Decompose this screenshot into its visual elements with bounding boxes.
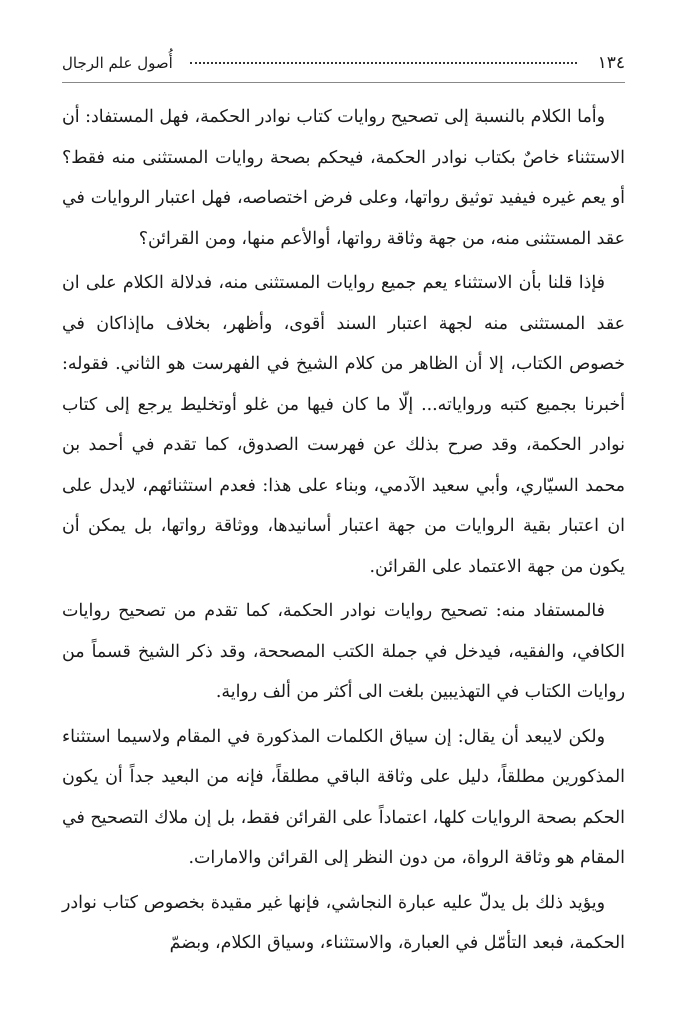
header-dot-leader [190,62,577,64]
paragraph-1: وأما الكلام بالنسبة إلى تصحيح روايات كتاب نوادر الحكمة، فهل المستفاد: أن الاستثناء خاصٌ بكتاب نوادر الحكمة، فيحكم بصحة روايات المستثنى منه فقط؟ أو يعم غيره فيفيد توثيق رواتها، وعلى فرض اختصاصه، فهل اعتبار الروايات في عقد المستثنى منه، من جهة وثاقة رواتها، أوالأعم منها، ومن القرائن؟ [62,107,625,249]
paragraph-4: ولكن لايبعد أن يقال: إن سياق الكلمات المذكورة في المقام ولاسيما استثناء المذكورين مطلقاً، دليل على وثاقة الباقي مطلقاً، فإنه من البعيد جداً أن يكون الحكم بصحة الروايات كلها، اعتماداً على القرائن فقط، بل إن ملاك التصحيح في المقام هو وثاقة الرواة، من دون النظر إلى القرائن والامارات. [62,726,625,868]
page-header [62,48,625,78]
paragraph-3: فالمستفاد منه: تصحيح روايات نوادر الحكمة، كما تقدم من تصحيح روايات الكافي، والفقيه، فيدخل في جملة الكتب المصححة، وقد ذكر الشيخ قسماً من روايات الكتاب في التهذيبين بلغت الى أكثر من ألف رواية. [62,601,625,702]
running-title: أُصول علم الرجال [62,54,173,72]
header-rule [62,82,625,83]
body-text [62,97,625,964]
paragraph-2: فإذا قلنا بأن الاستثناء يعم جميع روايات المستثنى منه، فدلالة الكلام على ان عقد المستثنى منه لجهة اعتبار السند أقوى، وأظهر، بخلاف ماإذاكان في خصوص الكتاب، إلا أن الظاهر من كلام الشيخ في الفهرست هو الثاني. فقوله: أخبرنا بجميع كتبه ورواياته... إلّا ما كان فيها من غلو أوتخليط يرجع إلى كتاب نوادر الحكمة، وقد صرح بذلك عن فهرست الصدوق، كما تقدم في أحمد بن محمد السيّاري، وأبي سعيد الآدمي، وبناء على هذا: فعدم استثنائهم، لايدل على ان اعتبار بقية الروايات من جهة اعتبار أسانيدها، ووثاقة رواتها، بل يمكن أن يكون من جهة الاعتماد على القرائن. [62,273,625,577]
page-number: ١٣٤ [597,53,625,73]
paragraph-5: ويؤيد ذلك بل يدلّ عليه عبارة النجاشي، فإنها غير مقيدة بخصوص كتاب نوادر الحكمة، فبعد التأمّل في العبارة، والاستثناء، وسياق الكلام، وبضمّ [62,892,625,953]
book-page [62,48,625,964]
